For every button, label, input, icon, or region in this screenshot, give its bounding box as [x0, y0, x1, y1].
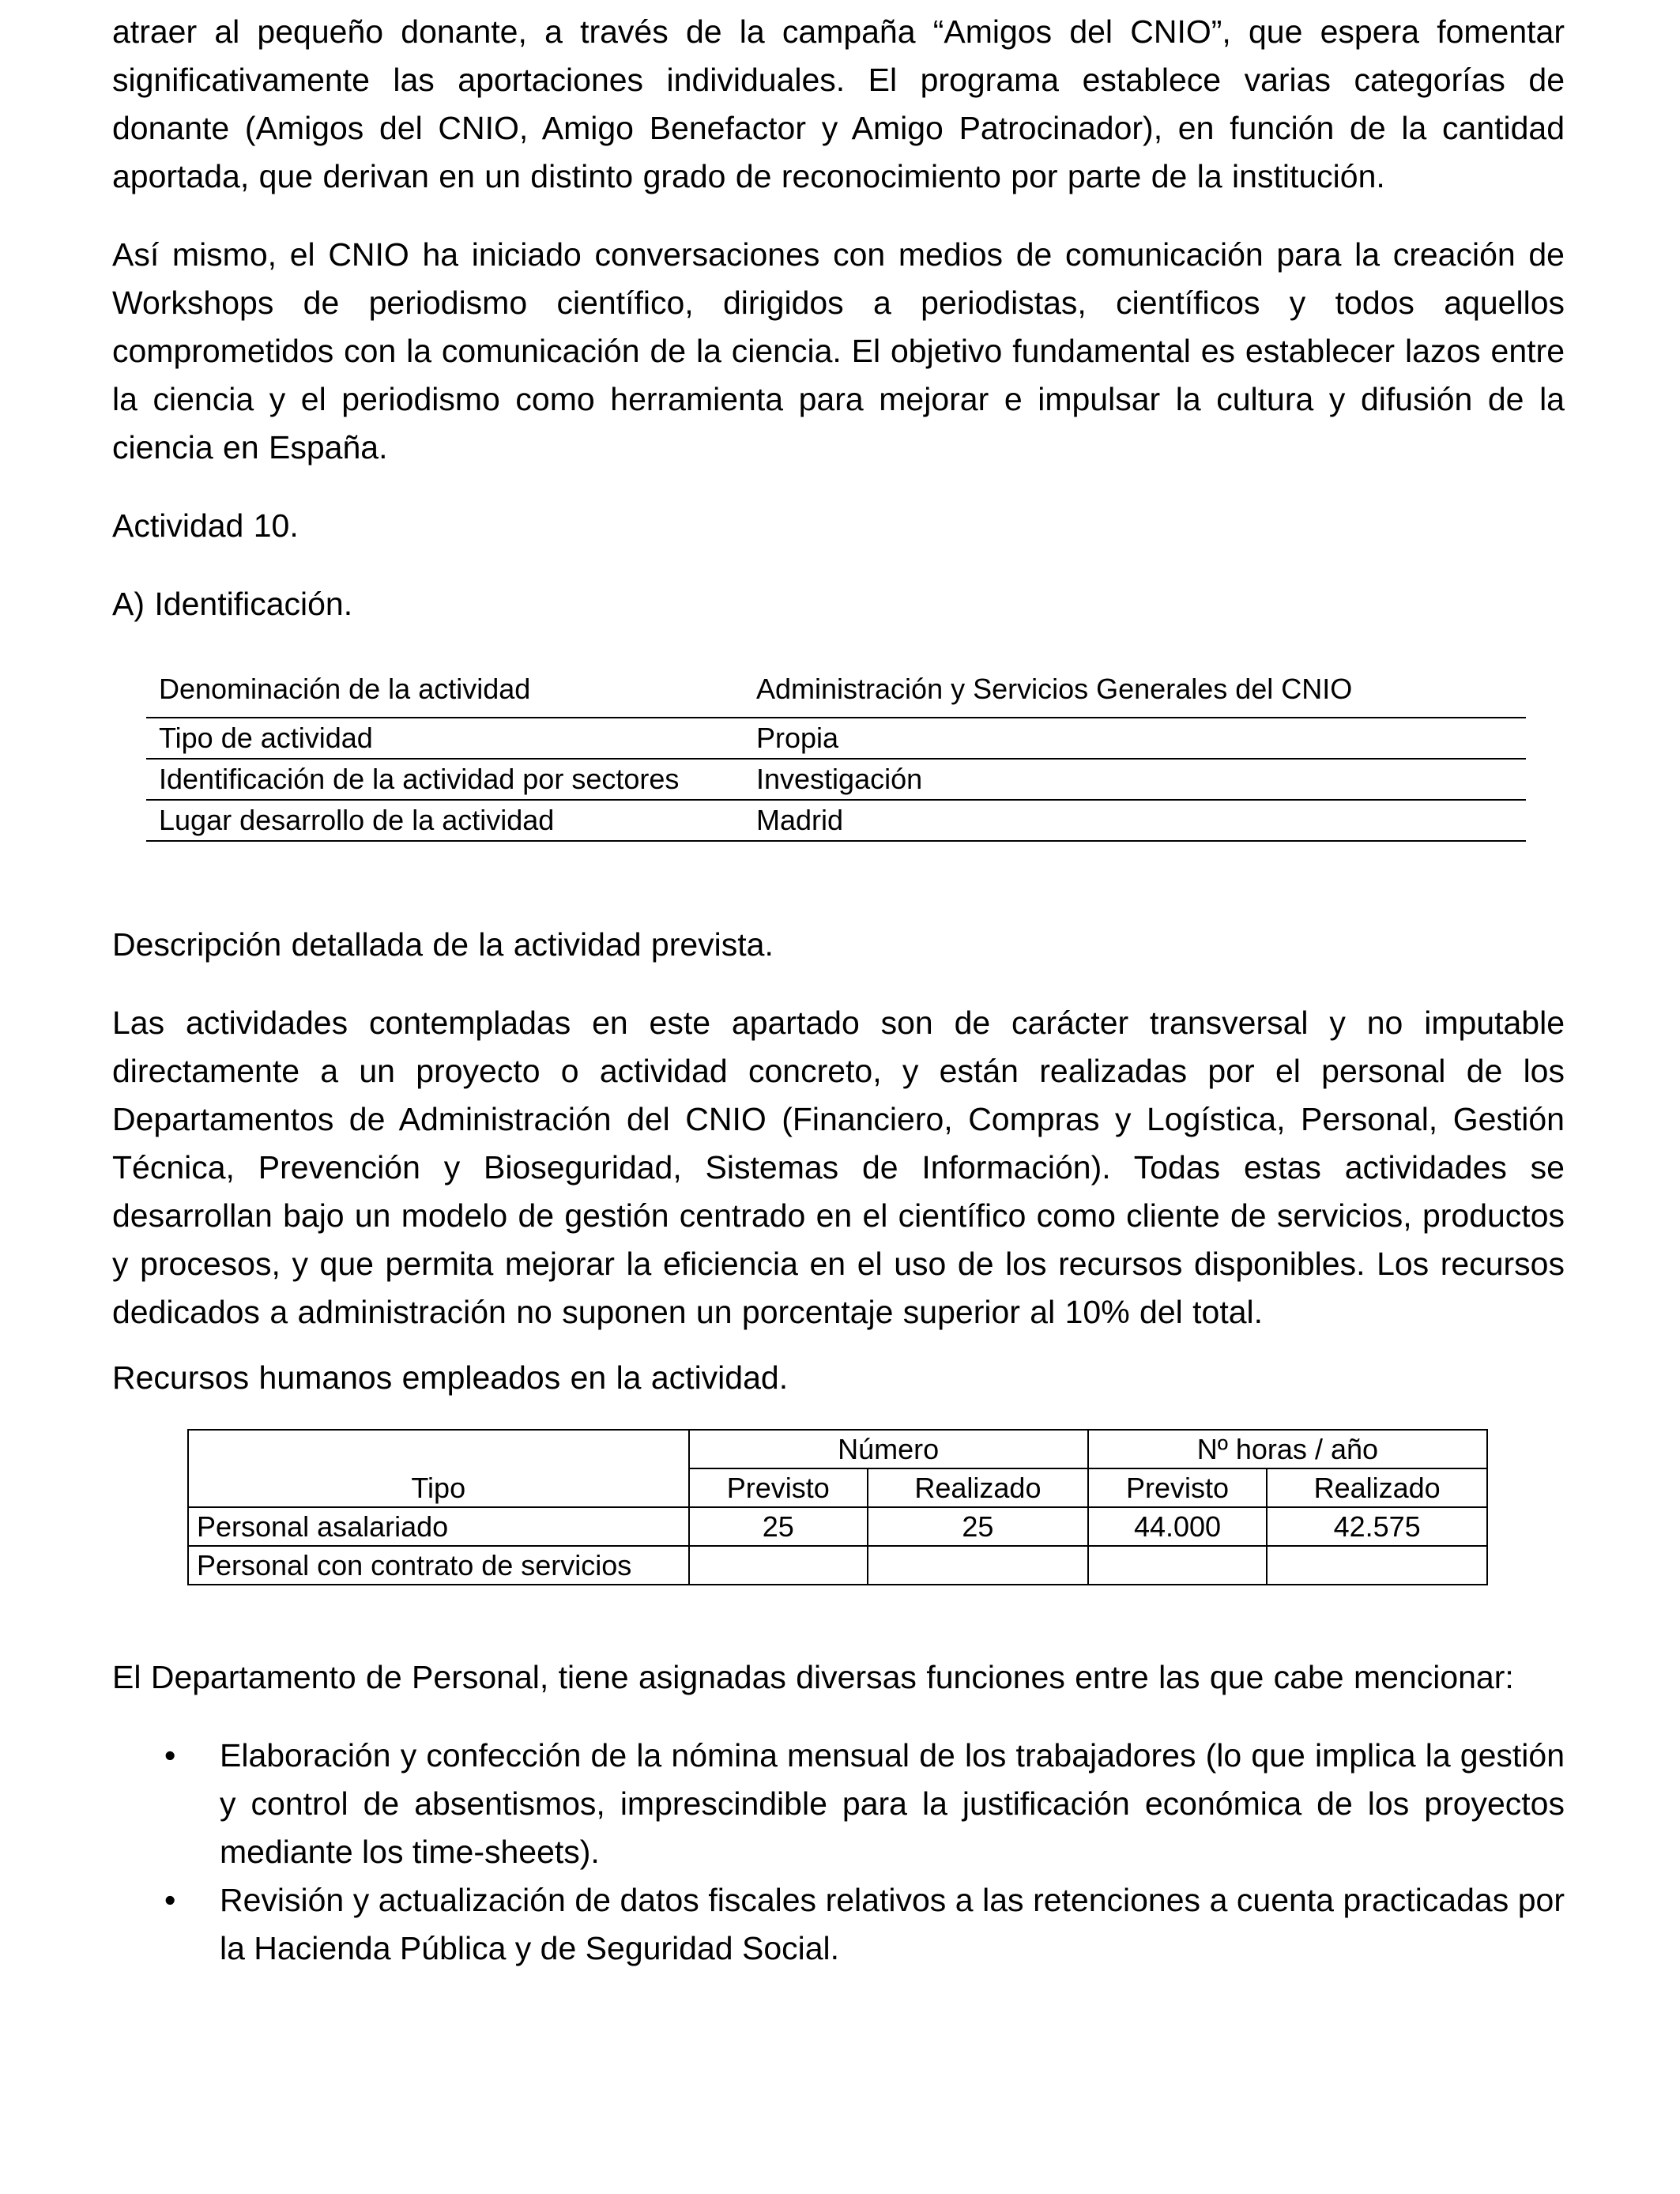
paragraph-donor-campaign: atraer al pequeño donante, a través de la campaña “Amigos del CNIO”, que espera fomentar significativamente las aportaciones individuales. El programa establece varias categorías de donante (Amigos del CNIO, Amigo Benefactor y Amigo Patrocinador), en función de la cantidad aportada, que derivan en un distinto grado de reconocimiento por parte de la institución. [112, 13, 1565, 194]
functions-list [112, 1732, 1565, 1973]
ident-value: Investigación [744, 759, 1526, 800]
paragraph-admin-activities: Las actividades contempladas en este apartado son de carácter transversal y no imputable directamente a un proyecto o actividad concreto, y están realizadas por el personal de los Departamentos de Administración del CNIO (Financiero, Compras y Logística, Personal, Gestión Técnica, Prevención y Bioseguridad, Sistemas de Información). Todas estas actividades se desarrollan bajo un modelo de gestión centrado en el científico como cliente de servicios, productos y procesos, y que permita mejorar la eficiencia en el uso de los recursos disponibles. Los recursos dedicados a administración no suponen un porcentaje superior al 10% del total. [112, 1005, 1565, 1330]
ident-value: Administración y Servicios Generales del CNIO [744, 655, 1526, 718]
ident-label: Tipo de actividad [146, 718, 744, 759]
column-header-tipo: Tipo [188, 1468, 689, 1507]
paragraph-personnel-department: El Departamento de Personal, tiene asignadas diversas funciones entre las que cabe mencionar: [112, 1659, 1514, 1695]
table-row [188, 1546, 1487, 1585]
ident-label: Identificación de la actividad por sectores [146, 759, 744, 800]
table-row [146, 718, 1526, 759]
list-item [112, 1732, 1565, 1876]
column-header-realizado: Realizado [868, 1468, 1088, 1507]
table-row [146, 800, 1526, 841]
identification-heading: A) Identificación. [112, 586, 353, 622]
ident-value: Madrid [744, 800, 1526, 841]
cell-num-realizado [868, 1546, 1088, 1585]
bullet-icon: • [164, 1737, 176, 1774]
row-tipo: Personal con contrato de servicios [188, 1546, 689, 1585]
cell-horas-realizado [1267, 1546, 1487, 1585]
group-header-numero: Número [689, 1430, 1088, 1468]
resources-heading: Recursos humanos empleados en la actividad. [112, 1359, 789, 1396]
list-item-text: Revisión y actualización de datos fiscales relativos a las retenciones a cuenta practicadas por la Hacienda Pública y de Seguridad Social. [220, 1882, 1565, 1966]
identification-table [146, 655, 1526, 842]
column-header-realizado: Realizado [1267, 1468, 1487, 1507]
cell-num-previsto: 25 [689, 1507, 868, 1546]
table-row [188, 1507, 1487, 1546]
cell-horas-previsto [1088, 1546, 1268, 1585]
cell-num-realizado: 25 [868, 1507, 1088, 1546]
cell-horas-previsto: 44.000 [1088, 1507, 1268, 1546]
ident-value: Propia [744, 718, 1526, 759]
list-item-text: Elaboración y confección de la nómina mensual de los trabajadores (lo que implica la gestión y control de absentismos, imprescindible para la justificación económica de los proyectos mediante los time-sheets). [220, 1737, 1565, 1870]
document-page [112, 8, 1565, 1973]
empty-header-cell [188, 1430, 689, 1468]
column-header-previsto: Previsto [1088, 1468, 1268, 1507]
table-row [146, 759, 1526, 800]
cell-horas-realizado: 42.575 [1267, 1507, 1487, 1546]
ident-label: Lugar desarrollo de la actividad [146, 800, 744, 841]
human-resources-table [187, 1429, 1488, 1585]
cell-num-previsto [689, 1546, 868, 1585]
description-heading: Descripción detallada de la actividad prevista. [112, 926, 774, 963]
bullet-icon: • [164, 1882, 176, 1918]
row-tipo: Personal asalariado [188, 1507, 689, 1546]
activity-heading: Actividad 10. [112, 507, 299, 544]
ident-label: Denominación de la actividad [146, 655, 744, 718]
table-row [146, 655, 1526, 718]
list-item [112, 1876, 1565, 1973]
table-row [188, 1430, 1487, 1468]
table-row [188, 1468, 1487, 1507]
paragraph-journalism-workshops: Así mismo, el CNIO ha iniciado conversaciones con medios de comunicación para la creación de Workshops de periodismo científico, dirigidos a periodistas, científicos y todos aquellos comprometidos con la comunicación de la ciencia. El objetivo fundamental es establecer lazos entre la ciencia y el periodismo como herramienta para mejorar e impulsar la cultura y difusión de la ciencia en España. [112, 236, 1565, 466]
group-header-horas: Nº horas / año [1088, 1430, 1487, 1468]
column-header-previsto: Previsto [689, 1468, 868, 1507]
